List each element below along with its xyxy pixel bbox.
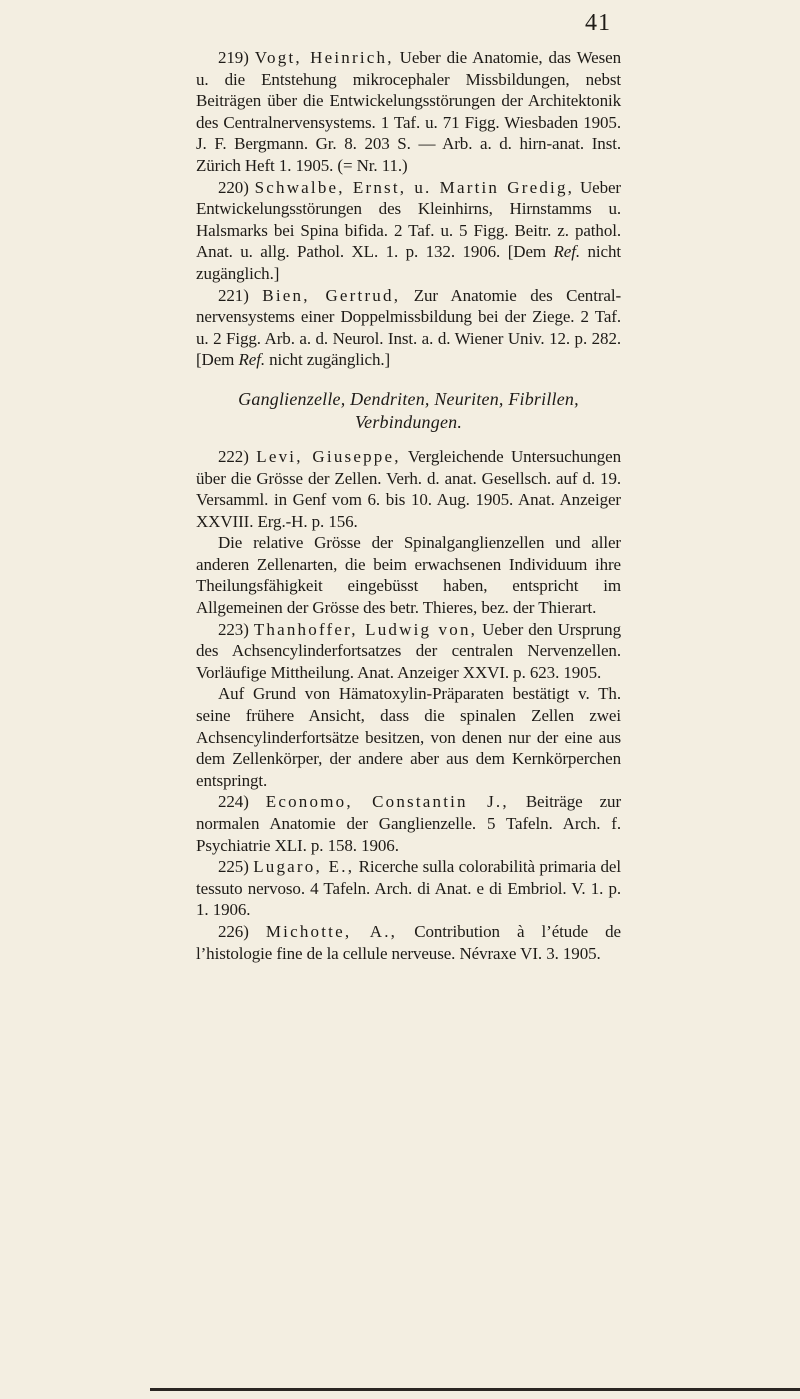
section-heading-line: Verbindungen. xyxy=(354,411,463,432)
entry-author: Vogt, Heinrich, xyxy=(254,48,394,67)
entry-citation: Ricerche sulla colorabilità primaria del tessuto nervoso. 4 Tafeln. Arch. di Anat. e di Embriol. V. 1. p. 1. 1906. xyxy=(196,857,622,920)
entry-author: Economo, Constantin J., xyxy=(265,792,509,812)
bibliography-entry-220 xyxy=(196,177,621,285)
entry-citation: Ueber den Ursprung des Achsencylinderfortsatzes der centralen Nervenzellen. Vorläufige Mittheilung. Anat. Anzeiger XXVI. p. 623. 1905. xyxy=(196,619,621,682)
entry-author: Levi, Giuseppe, xyxy=(256,446,401,466)
entry-number: 225) xyxy=(218,857,249,877)
bibliography-entry-224 xyxy=(196,791,621,856)
entry-number: 226) xyxy=(218,921,249,941)
entry-summary: Die relative Grösse der Spinalganglienzellen und aller anderen Zellenarten, die beim erwachsenen Individuum ihre Theilungsfähigkeit eingebüsst haben, entspricht im Allgemeinen der Grösse des betr. Thieres, bez. der Thierart. xyxy=(196,533,621,618)
entry-citation: Beiträge zur normalen Anatomie der Ganglienzelle. 5 Tafeln. Arch. f. Psychiatrie XLI. p. 158. 1906. xyxy=(196,792,622,855)
entry-citation: Ueber Entwickelungsstörungen des Kleinhirns, Hirnstamms u. Halsmarks bei Spina bifida. 2 Taf. u. 5 Figg. Beitr. z. pathol. Anat. u. allg. Pathol. XL. 1. p. 132. 1906. xyxy=(196,177,621,262)
bibliography-entry-223 xyxy=(196,619,621,684)
editor-note: [Dem Ref. nicht zugänglich.] xyxy=(196,242,621,283)
bibliography-entry-221 xyxy=(196,285,621,371)
bibliography-entry-222 xyxy=(196,446,621,532)
section-heading xyxy=(196,388,621,434)
editor-note: [Dem Ref. nicht zugänglich.] xyxy=(196,350,391,370)
bibliography-entry-219 xyxy=(196,47,621,177)
entry-citation: Contribution à l’étude de l’histologie fine de la cellule nerveuse. Névraxe VI. 3. 1905. xyxy=(196,921,621,963)
entry-author: Thanhoffer, Ludwig von, xyxy=(253,619,478,639)
section-heading-line: Ganglienzelle, Dendriten, Neuriten, Fibrillen, xyxy=(238,388,579,409)
text-column xyxy=(196,47,621,964)
entry-number: 222) xyxy=(218,446,249,466)
bibliography-entry-226 xyxy=(196,921,621,964)
entry-number: 221) xyxy=(218,285,249,305)
bibliography-entry-225 xyxy=(196,856,621,921)
page-edge-rule xyxy=(150,1388,800,1391)
entry-number: 219) xyxy=(218,48,249,67)
entry-citation: Ueber die Anatomie, das Wesen u. die Entstehung mikrocephaler Missbildungen, nebst Beiträgen über die Entwickelungsstörungen der Architektonik des Centralnervensystems. 1 Taf. u. 71 Figg. Wiesbaden 1905. J. F. Bergmann. Gr. 8. 203 S. — Arb. a. d. hirn-anat. Inst. Zürich Heft 1. 1905. (= Nr. 11.) xyxy=(196,48,621,175)
entry-author: Bien, Gertrud, xyxy=(262,285,401,305)
entry-number: 220) xyxy=(218,177,249,197)
entry-summary: Auf Grund von Hämatoxylin-Präparaten bestätigt v. Th. seine frühere Ansicht, dass die spinalen Zellen zwei Achsencylinderfortsätze besitzen, von denen nur der eine aus dem Zellenkörper, der andere aber aus dem Kernkörperchen entspringt. xyxy=(196,684,621,790)
entry-number: 223) xyxy=(218,619,249,639)
entry-author: Schwalbe, Ernst, u. Martin Gredig, xyxy=(254,177,575,197)
page-number: 41 xyxy=(585,10,611,36)
entry-number: 224) xyxy=(218,792,249,812)
entry-citation: Zur Anatomie des Central-nervensystems einer Doppelmissbildung bei der Ziege. 2 Taf. u. 2 Figg. Arb. a. d. Neurol. Inst. a. d. Wiener Univ. 12. p. 282. xyxy=(196,285,622,348)
entry-author: Michotte, A., xyxy=(265,921,398,941)
entry-author: Lugaro, E., xyxy=(253,857,355,877)
entry-citation: Vergleichende Untersuchungen über die Grösse der Zellen. Verh. d. anat. Gesellsch. auf d. 19. Versamml. in Genf vom 6. bis 10. Aug. 1905. Anat. Anzeiger XXVIII. Erg.-H. p. 156. xyxy=(196,446,622,531)
